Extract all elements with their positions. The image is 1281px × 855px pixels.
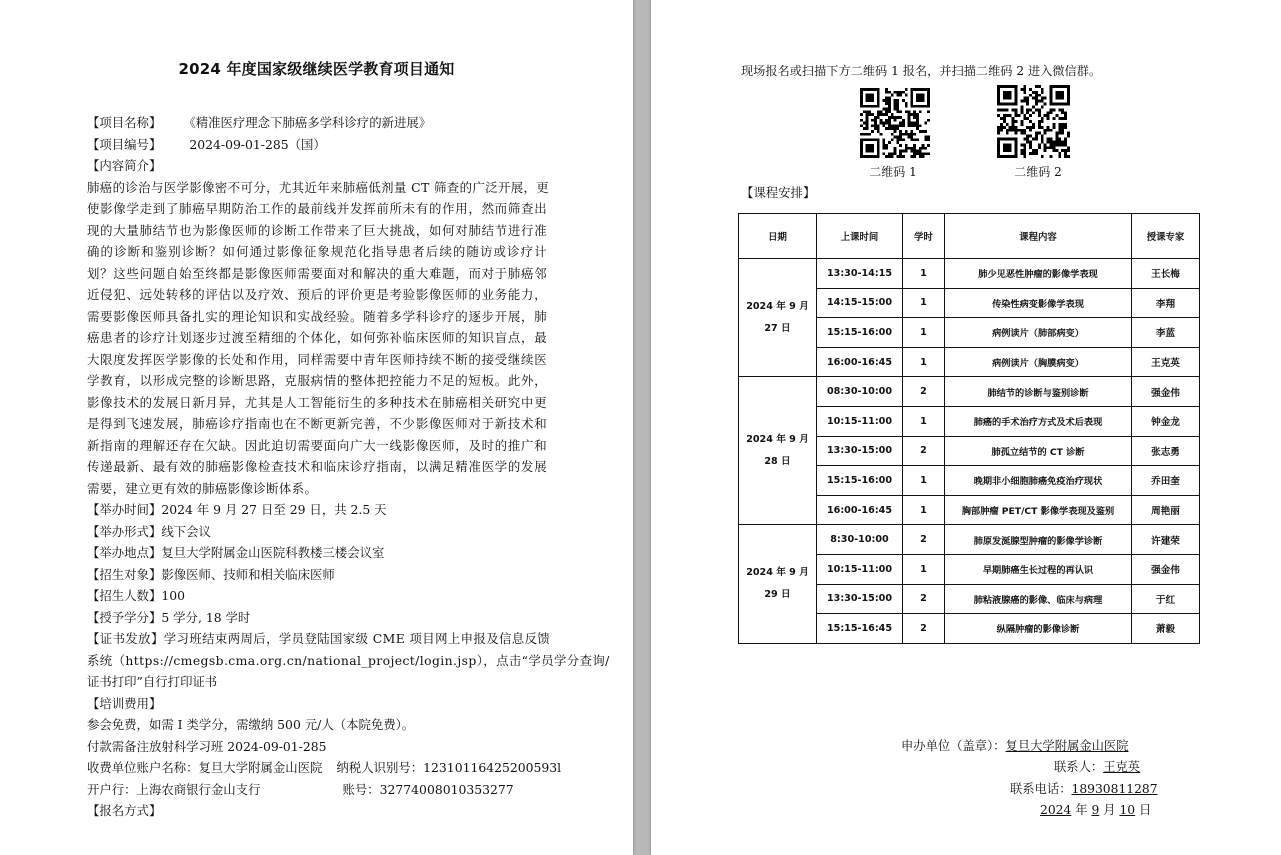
project-name-key: 【项目名称】 [87,115,162,130]
intro-line: 影像技术的发展日新月异，尤其是人工智能衍生的多种技术在肺癌相关研究中更 [87,394,547,410]
topic-cell: 胸部肿瘤 PET/CT 影像学表现及鉴别 [945,495,1132,525]
registration-text: 现场报名或扫描下方二维码 1 报名，并扫描二维码 2 进入微信群。 [741,64,1102,78]
header-time: 上课时间 [817,214,903,259]
topic-cell: 肺孤立结节的 CT 诊断 [945,436,1132,466]
time-cell: 15:15-16:00 [817,318,903,348]
hours-cell: 1 [903,554,945,584]
qr-code-1[interactable] [860,88,930,158]
topic-cell: 病例读片（胸膜病变） [945,347,1132,377]
intro-key: 【内容简介】 [87,158,162,173]
tax-id: 纳税人识别号：12310116425200593l [336,760,562,775]
hours-cell: 1 [903,259,945,289]
time-cell: 15:15-16:00 [817,466,903,496]
expert-cell: 张志勇 [1132,436,1200,466]
date-year-unit: 年 [1075,803,1088,817]
intro-line: 划？这些问题自始至终都是影像医师需要面对和解决的重大难题，而对于肺癌邻 [87,265,547,281]
fee-key: 【培训费用】 [87,695,162,711]
target-line: 【招生对象】影像医师、技师和相关临床医师 [87,566,335,582]
header-topic: 课程内容 [945,214,1132,259]
topic-cell: 肺少见恶性肿瘤的影像学表现 [945,259,1132,289]
sign-date-line [1040,800,1151,818]
topic-cell: 肺粘液腺癌的影像、临床与病理 [945,584,1132,614]
cert-line: 证书打印”自行打印证书 [87,674,218,689]
qr-label-1: 二维码 1 [869,165,917,179]
contact-label: 联系人： [1054,760,1104,774]
schedule-heading: 【课程安排】 [741,185,816,200]
intro-line: 学教育，以形成完整的诊断思路，克服病情的整体把控能力不足的短板。此外， [87,373,547,388]
enroll-line: 【招生人数】100 [87,588,185,603]
expert-cell: 李翔 [1132,288,1200,318]
phone-label: 联系电话： [1010,782,1072,796]
date-day-unit: 日 [1139,803,1152,817]
hours-cell: 2 [903,436,945,466]
table-row [739,377,1200,407]
topic-cell: 病例读片（肺部病变） [945,318,1132,348]
intro-line: 肺癌的诊治与医学影像密不可分，尤其近年来肺癌低剂量 CT 筛查的广泛开展，更 [87,179,550,195]
date-day: 10 [1119,803,1136,817]
time-cell: 15:15-16:45 [817,614,903,644]
notice-body [87,112,610,822]
phone-line [1010,779,1158,797]
header-hours: 学时 [903,214,945,259]
project-code-line [87,134,547,156]
hours-cell: 1 [903,495,945,525]
intro-line: 确的诊断和鉴别诊断？如何通过影像征象规范化指导患者后续的随访或诊疗计 [87,244,547,259]
credit-line: 【授予学分】5 学分, 18 学时 [87,609,251,625]
time-cell: 13:30-15:00 [817,436,903,466]
fee-line: 参会免费，如需 I 类学分，需缴纳 500 元/人（本院免费）。 [87,717,415,732]
remark-line: 付款需备注放射科学习班 2024-09-01-285 [87,738,327,754]
intro-line: 需要，建立更有效的肺癌影像诊断体系。 [87,480,318,496]
expert-cell: 王克英 [1132,347,1200,377]
venue-line: 【举办地点】复旦大学附属金山医院科教楼三楼会议室 [87,545,385,560]
intro-line: 使影像学走到了肺癌早期防治工作的最前线并发挥前所未有的作用，然而筛查出 [87,201,547,216]
organizer-value: 复旦大学附属金山医院 [1005,739,1129,753]
time-line: 【举办时间】2024 年 9 月 27 日至 29 日，共 2.5 天 [87,502,387,517]
intro-line: 传递最新、最有效的肺癌影像检查技术和临床诊疗指南，以满足精准医学的发展 [87,459,547,474]
table-row [739,525,1200,555]
cert-line: 【证书发放】学习班结束两周后，学员登陆国家级 CME 项目网上申报及信息反馈 [87,631,551,646]
organizer-label: 申办单位（盖章）： [901,739,1006,753]
expert-cell: 乔田奎 [1132,466,1200,496]
day-date-cell: 2024 年 9 月 28 日 [739,377,817,525]
hours-cell: 2 [903,525,945,555]
topic-cell: 传染性病变影像学表现 [945,288,1132,318]
time-cell: 14:15-15:00 [817,288,903,318]
intro-line: 新指南的理解还存在欠缺。因此迫切需要面向广大一线影像医师，及时的推广和 [87,437,547,453]
expert-cell: 周艳丽 [1132,495,1200,525]
topic-cell: 肺原发涎腺型肿瘤的影像学诊断 [945,525,1132,555]
page-title: 2024 年度国家级继续医学教育项目通知 [178,60,455,78]
bank-line [87,779,547,801]
time-cell: 16:00-16:45 [817,495,903,525]
project-name-line [87,112,547,134]
document-page-left [0,0,633,855]
hours-cell: 1 [903,318,945,348]
day-date-cell: 2024 年 9 月 27 日 [739,259,817,377]
table-row [739,259,1200,289]
intro-line: 是得到飞速发展，肺癌诊疗指南也在不断更新完善，不少影像医师对于新技术和 [87,416,547,431]
time-cell: 13:30-15:00 [817,584,903,614]
phone-value: 18930811287 [1071,782,1158,796]
expert-cell: 许建荣 [1132,525,1200,555]
contact-line [1054,757,1140,775]
header-expert: 授课专家 [1132,214,1200,259]
intro-line: 现的大量肺结节也为影像医师的诊断工作带来了巨大挑战，如何对肺结节进行准 [87,222,547,238]
expert-cell: 于红 [1132,584,1200,614]
intro-line: 大限度发挥医学影像的长处和作用，同样需要中青年医师持续不断的接受继续医 [87,351,547,367]
contact-value: 王克英 [1103,760,1141,774]
date-month-unit: 月 [1103,803,1116,817]
qr-label-2: 二维码 2 [1014,165,1062,179]
topic-cell: 肺结节的诊断与鉴别诊断 [945,377,1132,407]
hours-cell: 2 [903,584,945,614]
hours-cell: 1 [903,466,945,496]
expert-cell: 强金伟 [1132,554,1200,584]
time-cell: 8:30-10:00 [817,525,903,555]
time-cell: 10:15-11:00 [817,406,903,436]
qr-code-2[interactable] [997,85,1067,155]
intro-line: 需要影像医师具备扎实的理论知识和实战经验。随着多学科诊疗的逐步开展，肺 [87,308,547,324]
intro-line: 癌患者的诊疗计划逐步过渡至精细的个体化，如何弥补临床医师的知识盲点，最 [87,330,547,345]
intro-line: 近侵犯、远处转移的评估以及疗效、预后的评价更是考验影像医师的业务能力， [87,287,547,302]
time-cell: 08:30-10:00 [817,377,903,407]
expert-cell: 李蓝 [1132,318,1200,348]
time-cell: 10:15-11:00 [817,554,903,584]
schedule-table [738,213,1200,644]
cert-line: 系统（https://cmegsb.cma.org.cn/national_project/login.jsp），点击“学员学分查询/ [87,652,610,668]
time-cell: 13:30-14:15 [817,259,903,289]
topic-cell: 晚期非小细胞肺癌免疫治疗现状 [945,466,1132,496]
topic-cell: 纵隔肿瘤的影像诊断 [945,614,1132,644]
project-code-value: 2024-09-01-285（国） [189,136,326,152]
expert-cell: 萧毅 [1132,614,1200,644]
bank-account: 账号：32774008010353277 [342,781,514,797]
topic-cell: 肺癌的手术治疗方式及术后表现 [945,406,1132,436]
payee-line [87,757,562,779]
time-cell: 16:00-16:45 [817,347,903,377]
project-code-key: 【项目编号】 [87,136,162,152]
date-month: 9 [1091,803,1100,817]
expert-cell: 强金伟 [1132,377,1200,407]
hours-cell: 1 [903,406,945,436]
date-year: 2024 [1040,803,1072,817]
project-name-value: 《精准医疗理念下肺癌多学科诊疗的新进展》 [183,115,432,130]
day-date-cell: 2024 年 9 月 29 日 [739,525,817,643]
hours-cell: 1 [903,347,945,377]
format-line: 【举办形式】线下会议 [87,523,211,539]
expert-cell: 钟金龙 [1132,406,1200,436]
bank-name: 开户行：上海农商银行金山支行 [87,781,261,797]
hours-cell: 2 [903,377,945,407]
signup-key: 【报名方式】 [87,803,162,818]
header-date: 日期 [739,214,817,259]
hours-cell: 2 [903,614,945,644]
expert-cell: 王长梅 [1132,259,1200,289]
hours-cell: 1 [903,288,945,318]
organizer-line [901,736,1129,754]
payee-name: 收费单位账户名称：复旦大学附属金山医院 [87,760,323,775]
table-header-row [739,214,1200,259]
topic-cell: 早期肺癌生长过程的再认识 [945,554,1132,584]
